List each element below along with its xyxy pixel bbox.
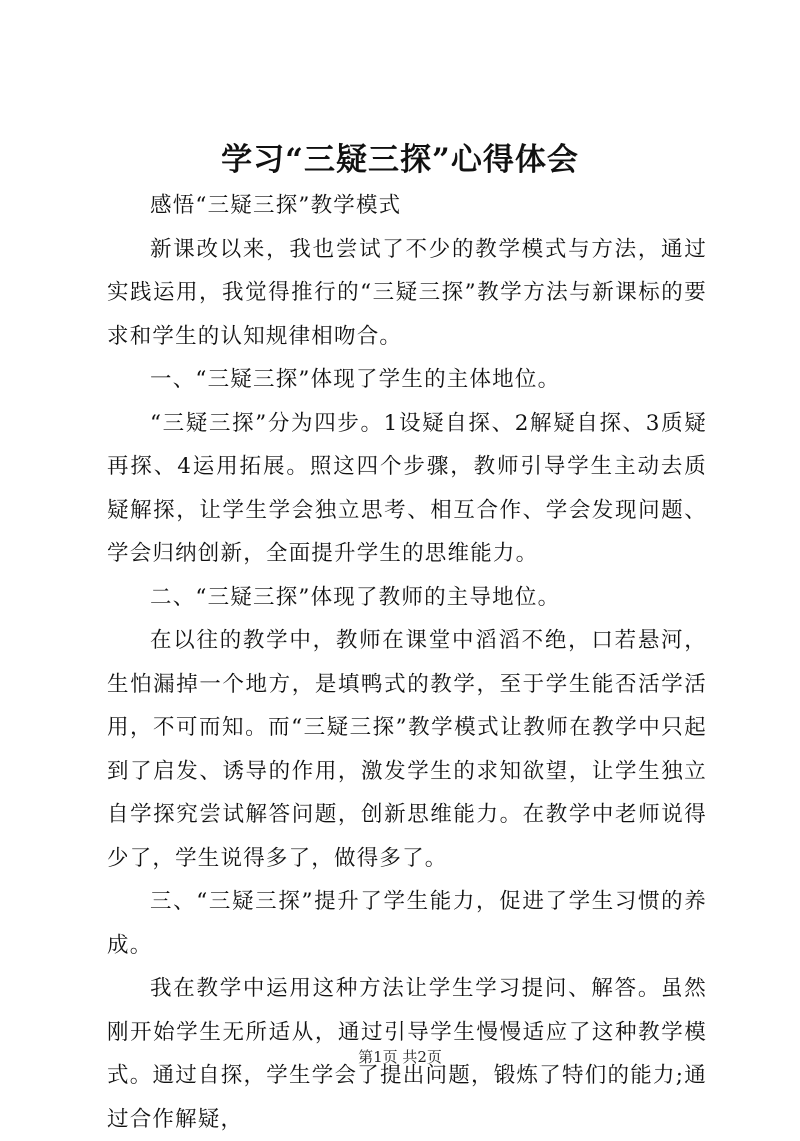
document-title: 学习“三疑三探”心得体会 — [221, 142, 579, 178]
paragraph-intro: 新课改以来，我也尝试了不少的教学模式与方法，通过实践运用，我觉得推行的“三疑三探”教学方法与新课标的要求和学生的认知规律相吻合。 — [107, 236, 707, 349]
document-body — [107, 184, 707, 1141]
section-heading-3: 三、“三疑三探”提升了学生能力，促进了学生习惯的养成。 — [107, 889, 707, 958]
page-number-footer: 第1页 共2页 — [358, 1048, 442, 1066]
paragraph-section-3: 我在教学中运用这种方法让学生学习提问、解答。虽然刚开始学生无所适从，通过引导学生慢慢适应了这种教学模式。通过自探，学生学会了提出问题，锻炼了特们的能力;通过合作解疑， — [107, 976, 707, 1132]
section-heading-1: 一、“三疑三探”体现了学生的主体地位。 — [150, 367, 561, 392]
paragraph-section-1: “三疑三探”分为四步。1设疑自探、2解疑自探、3质疑再探、4运用拓展。照这四个步骤，教师引导学生主动去质疑解探，让学生学会独立思考、相互合作、学会发现问题、学会归纳创新，全面提升学生的思维能力。 — [107, 410, 707, 566]
paragraph-subtitle: 感悟“三疑三探”教学模式 — [150, 193, 402, 218]
paragraph-section-2: 在以往的教学中，教师在课堂中滔滔不绝，口若悬河，生怕漏掉一个地方，是填鸭式的教学，至于学生能否活学活用，不可而知。而“三疑三探”教学模式让教师在教学中只起到了启发、诱导的作用，激发学生的求知欲望，让学生独立自学探究尝试解答问题，创新思维能力。在教学中老师说得少了，学生说得多了，做得多了。 — [107, 628, 707, 871]
section-heading-2: 二、“三疑三探”体现了教师的主导地位。 — [150, 584, 561, 610]
